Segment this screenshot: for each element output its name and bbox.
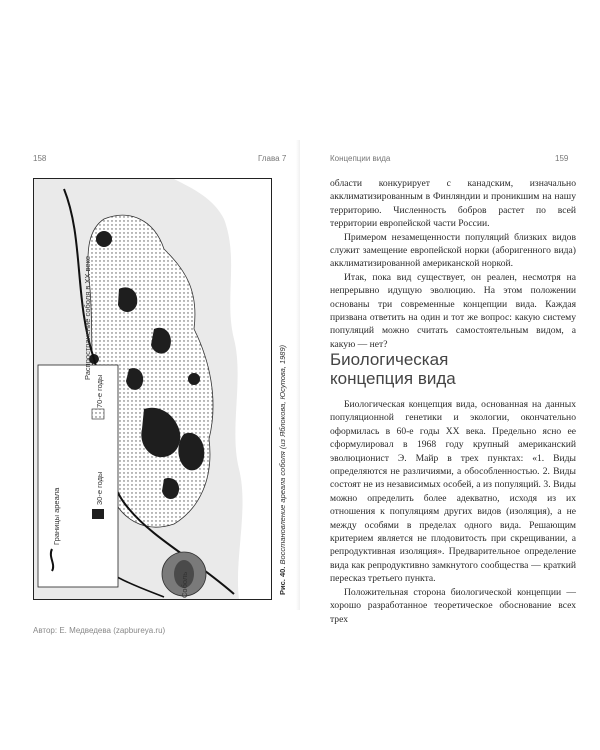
- figure-caption: [278, 345, 287, 595]
- paragraph: области конкурирует с канадским, изначально акклиматизированным в Финляндии и проникшим на нашу территорию. Численность бобров растет по всей территории европейской части России.: [330, 178, 576, 230]
- right-running-title: Концепции вида: [330, 154, 391, 163]
- legend-swatch-30s: [92, 509, 104, 519]
- legend-title: Распространение соболя в XX веке: [83, 255, 92, 380]
- legend-label-boundary: Границы ареала: [52, 487, 61, 545]
- left-page-number: 158: [33, 154, 47, 163]
- figure-author: Автор: Е. Медведева (zapbureya.ru): [33, 626, 166, 635]
- figure-caption-label: Рис. 40.: [278, 566, 287, 595]
- figure-caption-text: Восстановление ареала соболя (из Яблокова, Юсупова, 1989): [278, 344, 287, 565]
- paragraph: Итак, пока вид существует, он реален, несмотря на непрерывно идущую эволюцию. На этом положении основаны три современные концепции вида. Каждая призвана ответить на один и тот же вопрос: какую систему популяций можно считать самостоятельным видом, а какую — нет?: [330, 271, 576, 350]
- legend-label-70s: 70-е годы: [95, 374, 104, 408]
- paragraph: Примером незамещенности популяций близких видов служит замещение европейской норки (аборигенного вида) акклиматизированной американской норкой.: [330, 231, 576, 270]
- section-heading: [330, 350, 576, 388]
- section-heading-line: концепция вида: [330, 369, 456, 388]
- left-chapter-title: Глава 7: [258, 154, 287, 163]
- paragraph: Положительная сторона биологической концепции — хорошо разработанное теоретическое обоснование всех трех: [330, 586, 576, 625]
- paragraph: Биологическая концепция вида, основанная на данных популяционной генетики и экологии, окончательно оформилась в 60-е годы XX века. Предельно ясно ее сформулировал в 1968 году крупный американский эволюционист Э. Майр в трех пунктах: «1. Виды определяются не различиями, а обособленностью. 2. Виды состоят не из независимых особей, а из популяций. 3. Виды можно определить более адекватно, исходя из их отношения к популяциям других видов (изоляция), а не между особями в пределах одного вида. Решающим критерием является не плодовитость при скрещивании, а репродуктивная изоляция». Предварительное определение вида как репродуктивно замкнутого сообщества — краткий пересказ третьего пункта.: [330, 399, 576, 585]
- sable-label: Соболь: [180, 571, 189, 598]
- map-graphic: [34, 179, 271, 599]
- top-text-block: [330, 177, 576, 351]
- legend-label-30s: 30-е годы: [95, 471, 104, 505]
- distribution-30s-patch: [96, 231, 112, 247]
- section-heading-line: Биологическая: [330, 350, 449, 369]
- distribution-30s-patch: [188, 373, 200, 385]
- sable-range-map: [33, 178, 272, 600]
- legend-swatch-70s: [92, 409, 104, 419]
- bottom-text-block: [330, 398, 576, 626]
- right-page-number: 159: [555, 154, 569, 163]
